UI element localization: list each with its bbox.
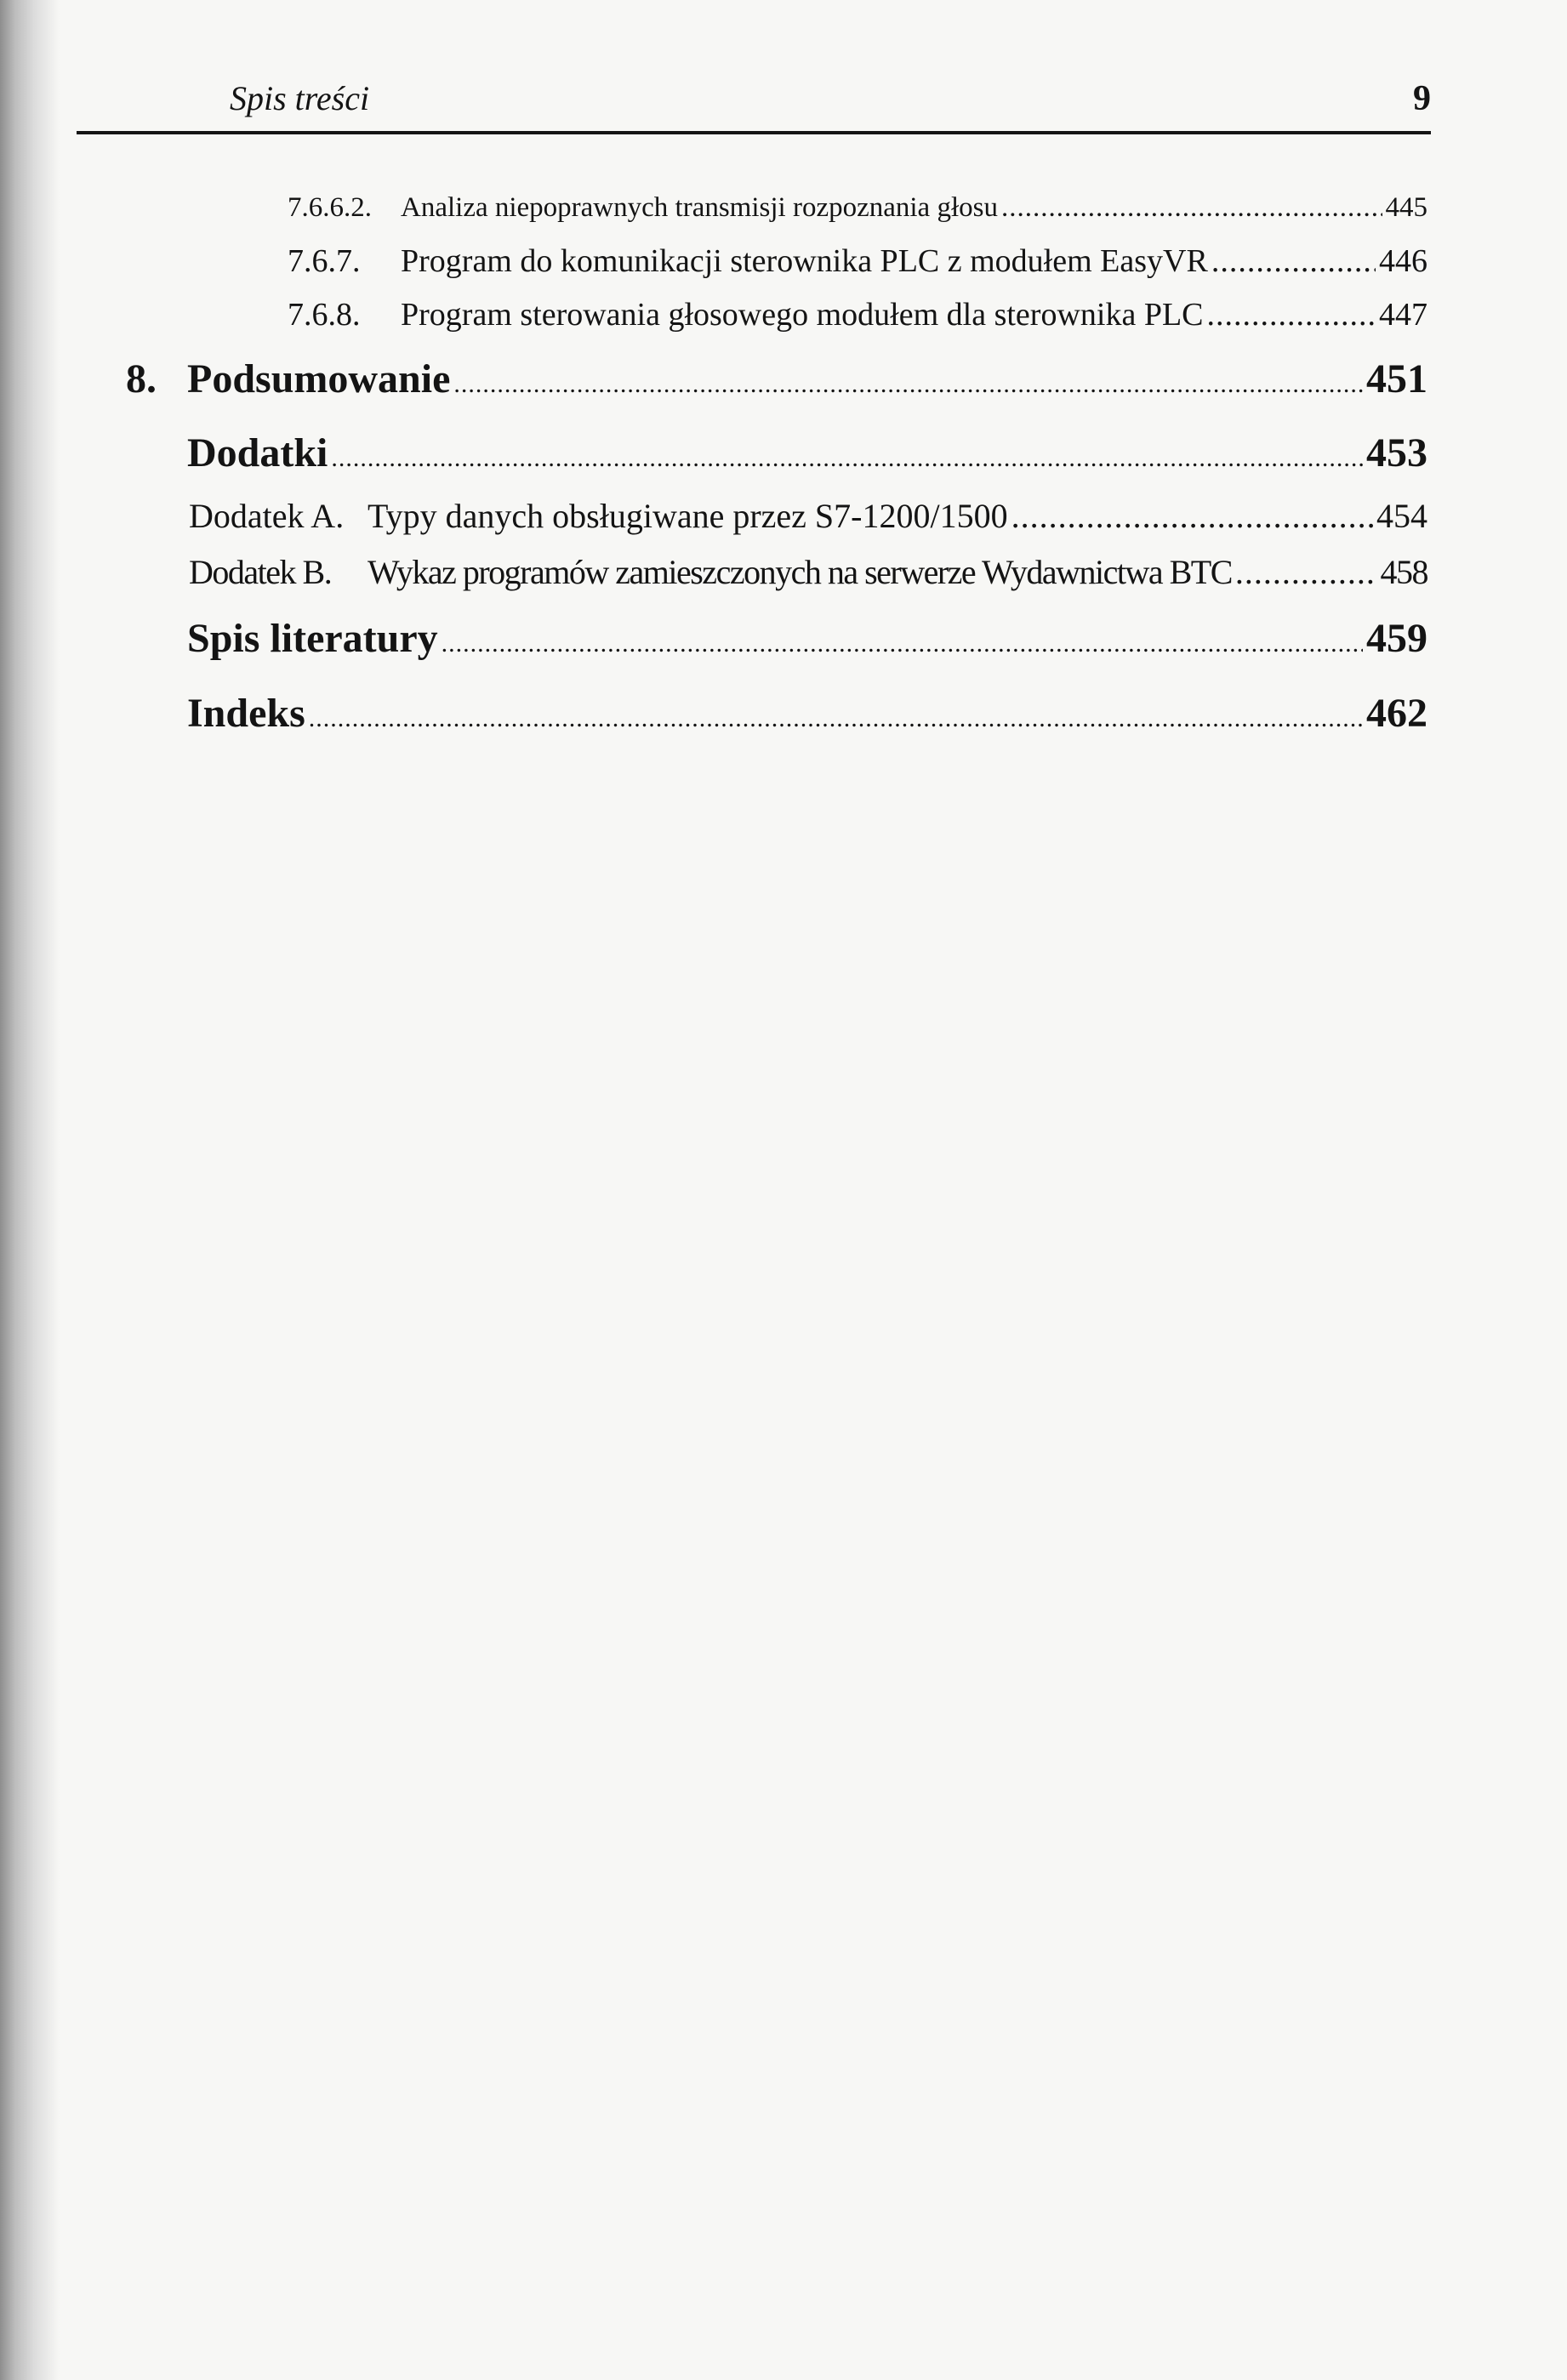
- dot-leader: [1207, 293, 1376, 336]
- toc-entry-number: 7.6.6.2.: [288, 192, 372, 223]
- toc-entry-title: Typy danych obsługiwane przez S7-1200/1500: [368, 497, 1008, 535]
- dot-leader: [453, 358, 1363, 411]
- toc-entry-page: 454: [1376, 497, 1427, 535]
- toc-entry-number: 7.6.8.: [288, 297, 361, 333]
- toc-entry-dodatek-a[interactable]: [189, 493, 1427, 539]
- toc-entry-number: Dodatek A.: [189, 497, 345, 535]
- running-header-title: Spis treści: [230, 79, 370, 117]
- toc-entry-title: Dodatki: [187, 430, 328, 475]
- toc-entry-dodatek-b[interactable]: [189, 549, 1427, 595]
- toc-entry-page: 446: [1379, 243, 1427, 279]
- header-rule: [77, 131, 1431, 134]
- toc-entry-title: Program sterowania głosowego modułem dla sterownika PLC: [401, 297, 1204, 333]
- toc-entry-dodatki[interactable]: [187, 427, 1427, 485]
- toc-entry-page: 453: [1366, 430, 1427, 475]
- dot-leader: [1235, 549, 1377, 595]
- dot-leader: [1211, 240, 1376, 282]
- toc-entry-page: 445: [1385, 192, 1427, 223]
- toc-entry-spis-literatury[interactable]: [187, 612, 1427, 670]
- toc-entry-title: Program do komunikacji sterownika PLC z modułem EasyVR: [401, 243, 1208, 279]
- page-header: [77, 75, 1431, 136]
- scan-shadow-edge: [0, 0, 60, 2380]
- toc-entry-page: 451: [1366, 356, 1427, 401]
- toc-entry-title: Analiza niepoprawnych transmisji rozpoznania głosu: [401, 192, 998, 223]
- toc-entry-page: 462: [1366, 691, 1427, 736]
- toc-entry-chapter-8[interactable]: [126, 353, 1427, 411]
- toc-entry-7-6-6-2[interactable]: [288, 189, 1427, 226]
- toc-entry-page: 447: [1379, 297, 1427, 333]
- dot-leader: [309, 692, 1363, 745]
- toc-entry-number: 7.6.7.: [288, 243, 361, 279]
- dot-leader: [1001, 189, 1382, 226]
- toc-entry-page: 458: [1380, 553, 1427, 591]
- toc-entry-number: 8.: [126, 356, 157, 401]
- toc-entry-title: Podsumowanie: [187, 356, 451, 401]
- toc-entry-title: Wykaz programów zamieszczonych na serwerze Wydawnictwa BTC: [368, 553, 1232, 591]
- toc-entry-number: Dodatek B.: [189, 553, 332, 591]
- dot-leader: [331, 432, 1363, 485]
- toc-entry-page: 459: [1366, 616, 1427, 661]
- toc-entry-indeks[interactable]: [187, 687, 1427, 745]
- toc-entry-title: Indeks: [187, 691, 305, 736]
- toc-entry-7-6-7[interactable]: [288, 240, 1427, 282]
- dot-leader: [1011, 493, 1373, 539]
- toc-entry-7-6-8[interactable]: [288, 293, 1427, 336]
- dot-leader: [442, 618, 1363, 670]
- toc-entry-title: Spis literatury: [187, 616, 438, 661]
- page-number: 9: [1413, 79, 1431, 118]
